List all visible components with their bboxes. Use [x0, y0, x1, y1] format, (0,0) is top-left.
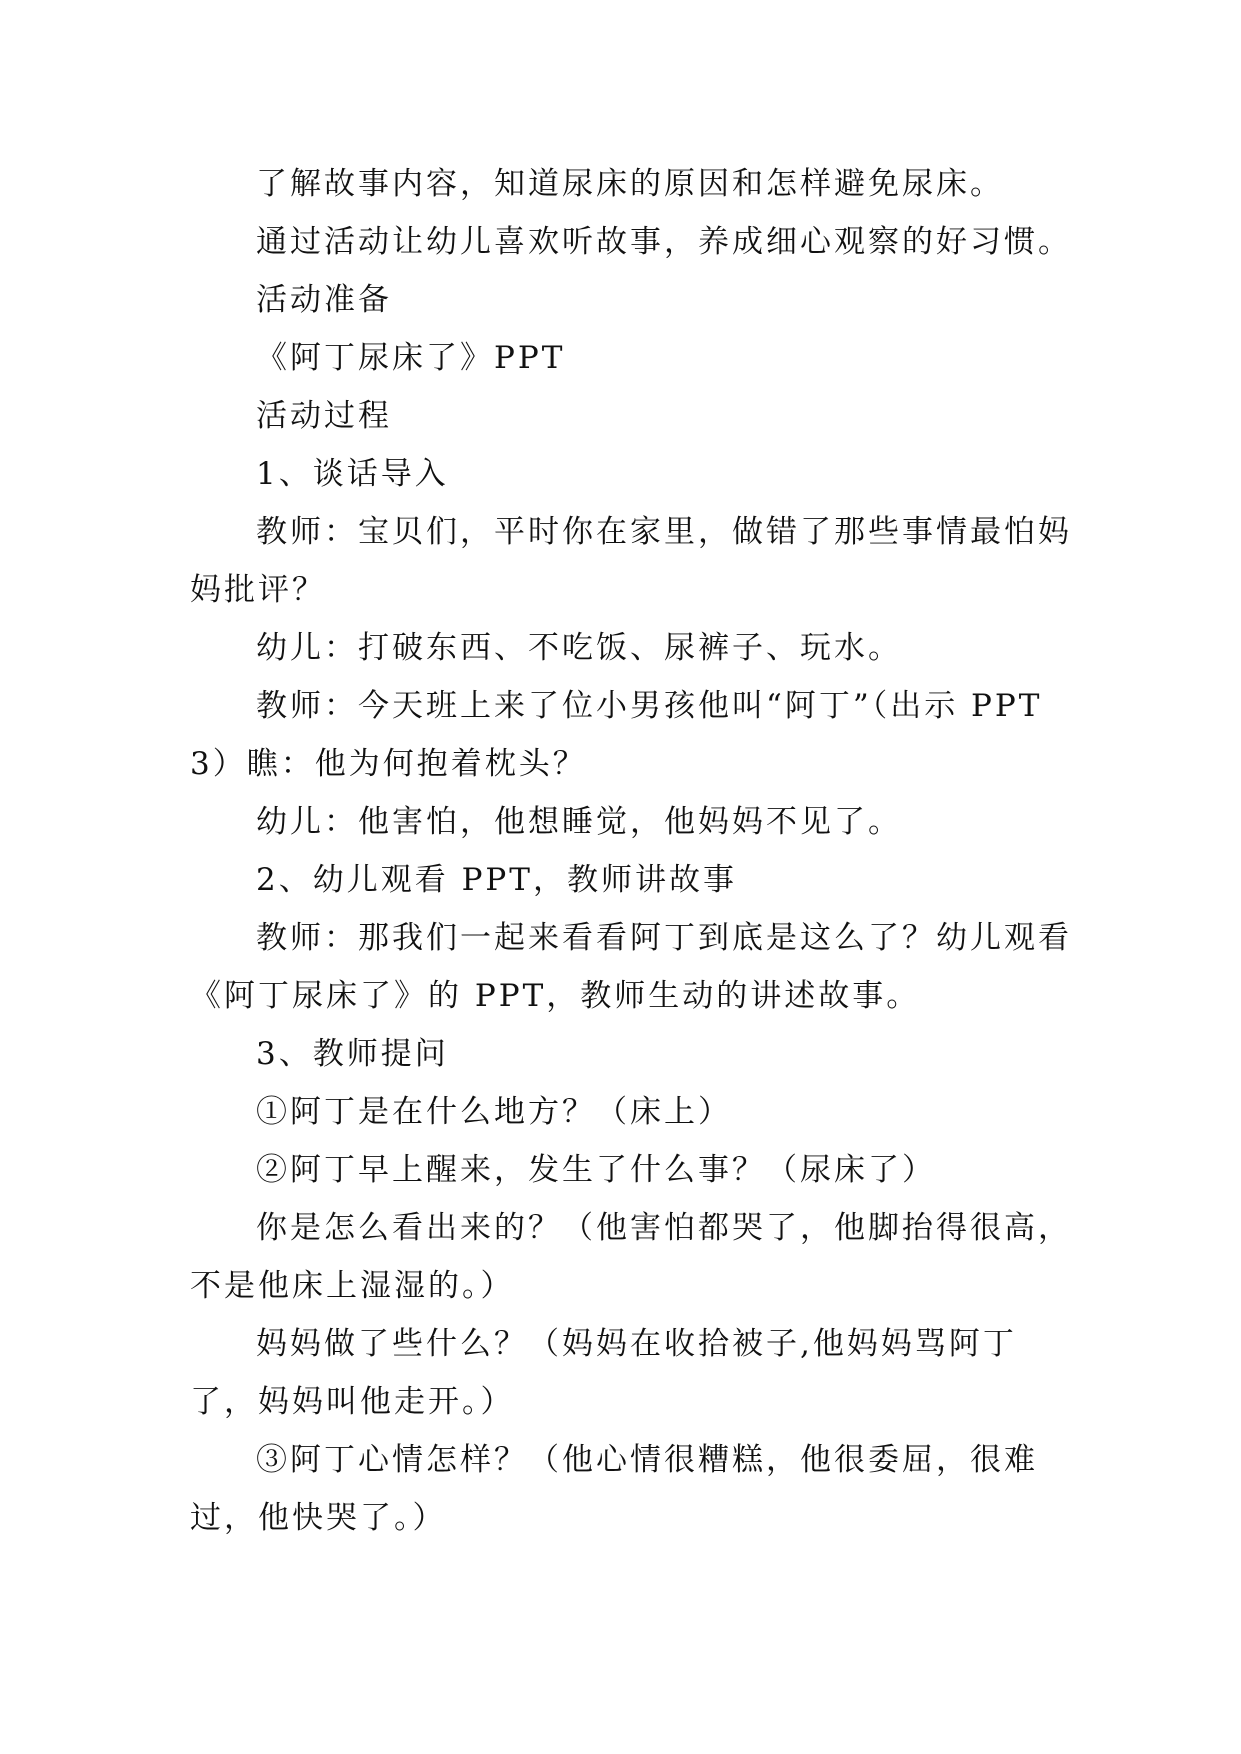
document-body: [190, 155, 1080, 1547]
dialogue-teacher-2: 教师：今天班上来了位小男孩他叫“阿丁”（出示 PPT3）瞧：他为何抱着枕头？: [190, 688, 1043, 782]
paragraph-goal-understand: 了解故事内容，知道尿床的原因和怎样避免尿床。: [256, 166, 1004, 202]
dialogue-child-1: 幼儿：打破东西、不吃饭、尿裤子、玩水。: [256, 630, 902, 666]
heading-preparation: 活动准备: [256, 282, 392, 318]
question-2-mother: 妈妈做了些什么？（妈妈在收拾被子,他妈妈骂阿丁了，妈妈叫他走开。）: [190, 1326, 1017, 1420]
paragraph-ppt-material: 《阿丁尿床了》PPT: [256, 340, 566, 376]
heading-process: 活动过程: [256, 398, 392, 434]
dialogue-child-2: 幼儿：他害怕，他想睡觉，他妈妈不见了。: [256, 804, 902, 840]
step-1-heading: 1、谈话导入: [256, 456, 449, 492]
step-3-heading: 3、教师提问: [256, 1036, 449, 1072]
dialogue-teacher-1: 教师：宝贝们，平时你在家里，做错了那些事情最怕妈妈批评？: [190, 514, 1072, 608]
question-3: ③阿丁心情怎样？（他心情很糟糕，他很委屈，很难过，他快哭了。）: [190, 1442, 1038, 1536]
question-1: ①阿丁是在什么地方？（床上）: [256, 1094, 732, 1130]
dialogue-teacher-3: 教师：那我们一起来看看阿丁到底是这么了？幼儿观看《阿丁尿床了》的 PPT，教师生动的讲述故事。: [190, 920, 1072, 1014]
step-2-heading: 2、幼儿观看 PPT，教师讲故事: [256, 862, 737, 898]
paragraph-goal-habit: 通过活动让幼儿喜欢听故事，养成细心观察的好习惯。: [256, 224, 1072, 260]
question-2-followup: 你是怎么看出来的？（他害怕都哭了，他脚抬得很高，不是他床上湿湿的。）: [190, 1210, 1072, 1304]
question-2: ②阿丁早上醒来，发生了什么事？（尿床了）: [256, 1152, 936, 1188]
